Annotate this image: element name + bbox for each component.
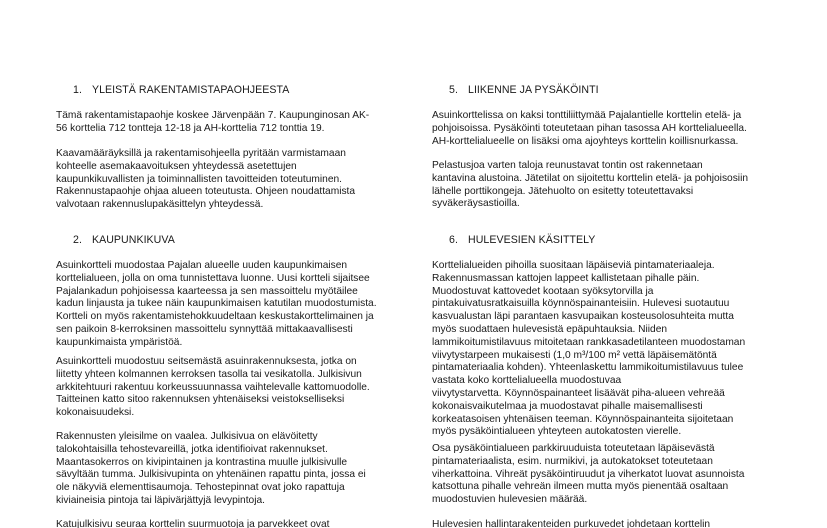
text-line: Asuinkortteli muodostaa Pajalan alueelle uuden kaupunkimaisen: [56, 260, 348, 271]
text-line: Korttelialueiden pihoilla suositaan läpäiseviä pintamateriaaleja.: [432, 260, 715, 271]
text-line: arkkitehtuuri rakentuu korkeussuunnassa vaihtelevalle kattomuodolle.: [56, 381, 370, 393]
text-line: Pajalankadun pohjoisessa kaarteessa ja sen massoittelu myötäilee: [56, 285, 358, 297]
section-6: [432, 234, 777, 528]
text-line: Asuinkorttelissa on kaksi tonttiliittymää Pajalantielle korttelin etelä- ja: [432, 110, 742, 121]
paragraph: [56, 519, 396, 528]
section-heading: [432, 84, 777, 97]
paragraph: [432, 260, 777, 439]
paragraph: [56, 260, 396, 350]
text-line: sen paikoin 8-kerroksinen massoittelu synnyttää mittakaavallisesti: [56, 323, 353, 335]
paragraph: [432, 443, 777, 507]
section-number: 6.: [449, 234, 458, 246]
section-title: LIIKENNE JA PYSÄKÖINTI: [468, 84, 599, 96]
paragraph: [56, 110, 396, 136]
text-line: Tämä rakentamistapaohje koskee Järvenpään 7. Kaupunginosan AK-: [56, 110, 370, 121]
paragraph: [56, 148, 396, 212]
section-title: YLEISTÄ RAKENTAMISTAPAOHJEESTA: [92, 84, 290, 96]
text-line: pintamateriaalista, esim. nurmikivi, ja autokatokset toteutetaan: [432, 455, 713, 467]
text-line: Rakennusmassan kattojen lappeet kallistetaan pihalle päin.: [432, 272, 700, 284]
text-line: muodostuvien hulevesien määrää.: [432, 494, 588, 506]
section-heading: [56, 234, 396, 247]
text-line: myös pysäköintialueen yhteyteen autokatosten vierelle.: [432, 426, 682, 438]
section-1: [56, 84, 396, 211]
text-line: Kaavamääräyksillä ja rakentamisohjeella pyritään varmistamaan: [56, 148, 346, 159]
section-5: [432, 84, 777, 210]
text-line: liitetty yhteen kolmannen kerroksen tasolla tai vesikatolla. Julkisivun: [56, 368, 362, 380]
section-number: 2.: [73, 234, 82, 246]
section-heading: [432, 234, 777, 247]
text-line: Katujulkisivu seuraa korttelin suurmuotoja ja parvekkeet ovat: [56, 519, 330, 528]
text-line: syväkeräysastioilla.: [432, 198, 520, 210]
text-line: Rakennustapaohje ohjaa alueen toteutusta. Ohjeen noudattamista: [56, 186, 356, 198]
text-line: pintamateriaalia kohden). Yhteenlaskettu lammikoitumistilavuus tulee: [432, 362, 744, 374]
text-line: kaupunkikuvallisten ja toiminnallisten tavoitteiden toteutuminen.: [56, 173, 342, 185]
section-number: 5.: [449, 84, 458, 96]
text-line: kiviaineisia pintoja tai läpivärjättyjä levypintoja.: [56, 494, 265, 506]
paragraph: [432, 110, 777, 148]
text-line: katsottuna pihalle vehreän ilmeen mutta myös pienentää osaltaan: [432, 481, 729, 493]
section-2: [56, 234, 396, 528]
text-line: Rakennusten yleisilme on vaalea. Julkisivua on elävöitetty: [56, 431, 318, 442]
text-line: valvotaan rakennuslupakäsittelyn yhteydessä.: [56, 199, 264, 211]
text-line: lammikoitumistilavuus mitoitetaan rankkasadetilanteen muodostaman: [432, 336, 746, 348]
text-line: sävyltään tumma. Julkisivupinta on yhtenäinen rapattu pinta, jossa ei: [56, 469, 366, 481]
text-line: Taitteinen katto sitoo rakennuksen yhtenäiseksi veistokselliseksi: [56, 394, 345, 406]
text-line: Kortteli on myös rakentamistehokkuudeltaan keskustakorttelimainen ja: [56, 311, 374, 323]
section-title: KAUPUNKIKUVA: [92, 234, 175, 246]
text-line: ole näkyviä elementtisaumoja. Tehostepinnat ovat joko rapattuja: [56, 482, 345, 494]
text-line: pohjoisoissa. Pysäköinti toteutetaan pihan tasossa AH korttelialueella.: [432, 122, 747, 134]
text-line: vastata koko korttelialueella muodostuvaa: [432, 375, 622, 387]
paragraph: [432, 160, 777, 211]
paragraph: [432, 519, 777, 528]
text-line: talokohtaisilla tehostevareillä, jotka identifioivat rakennukset.: [56, 443, 328, 455]
text-line: 56 korttelia 712 tontteja 12-18 ja AH-korttelia 712 tonttia 19.: [56, 122, 325, 134]
text-line: kokonaisuudeksi.: [56, 407, 135, 419]
text-line: Maantasokerros on kivipintainen ja kontrastina muulle julkisivulle: [56, 456, 348, 468]
text-line: viivytystarpeen mukaisesti (1,0 m³/100 m² vettä läpäisemätöntä: [432, 349, 717, 361]
text-line: kokonaisvaikutelmaa ja muodostavat pihalle maisemallisesti: [432, 400, 703, 412]
text-line: kasvualustan läpi parantaen kasvupaikan kosteusolosuhteita mutta: [432, 311, 734, 323]
text-line: viherkattoina. Vihreät pysäköintiruudut ja viherkatot luovat asunnoista: [432, 468, 745, 480]
text-line: Asuinkortteli muodostuu seitsemästä asuinrakennuksesta, jotka on: [56, 356, 357, 367]
paragraph: [56, 431, 396, 508]
text-line: kohteelle asemakaavoituksen yhteydessä asetettujen: [56, 160, 297, 172]
text-line: Pelastusjoa varten taloja reunustavat tontin ost rakennetaan: [432, 160, 703, 171]
text-line: Hulevesien hallintarakenteiden purkuvedet johdetaan korttelin: [432, 519, 711, 528]
paragraph: [56, 356, 396, 420]
section-number: 1.: [73, 84, 82, 96]
text-line: pintakuivatusratkaisuilla köynnöspainanteisiin. Hulevesi suotautuu: [432, 298, 730, 310]
text-line: korkeatasoisen yhtenäisen teeman. Köynnöspainanteita sijoitetaan: [432, 413, 734, 425]
text-line: viivytystarvetta. Köynnöspainanteet lisäävät piha-alueen vehreää: [432, 387, 725, 399]
section-title: HULEVESIEN KÄSITTELY: [468, 234, 596, 246]
text-line: Osa pysäköintialueen parkkiruuduista toteutetaan läpäisevästä: [432, 443, 715, 454]
text-line: Muodostuvat kattovedet kootaan syöksytorvilla ja: [432, 285, 654, 297]
text-line: kadun linjausta ja tukee näin kaupunkimaisen katutilan muodostumista.: [56, 298, 377, 310]
section-heading: [56, 84, 396, 97]
text-line: myös suodattaen hulevesistä epäpuhtauksia. Niiden: [432, 323, 668, 335]
text-line: kaupunkimaista ympäristöä.: [56, 336, 183, 348]
text-line: korttelialueen, jolla on oma tunnistettava luonne. Uusi kortteli sijaitsee: [56, 272, 370, 284]
text-line: AH-korttelialueelle on lisäksi oma ajoyhteys korttelin koillisnurkassa.: [432, 135, 739, 147]
text-line: lähelle porttikongeja. Jätehuolto on esitetty toteutettavaksi: [432, 185, 694, 197]
text-line: kantavina alustoina. Jätetilat on sijoitettu korttelin etelä- ja pohjoisosiin: [432, 172, 748, 184]
